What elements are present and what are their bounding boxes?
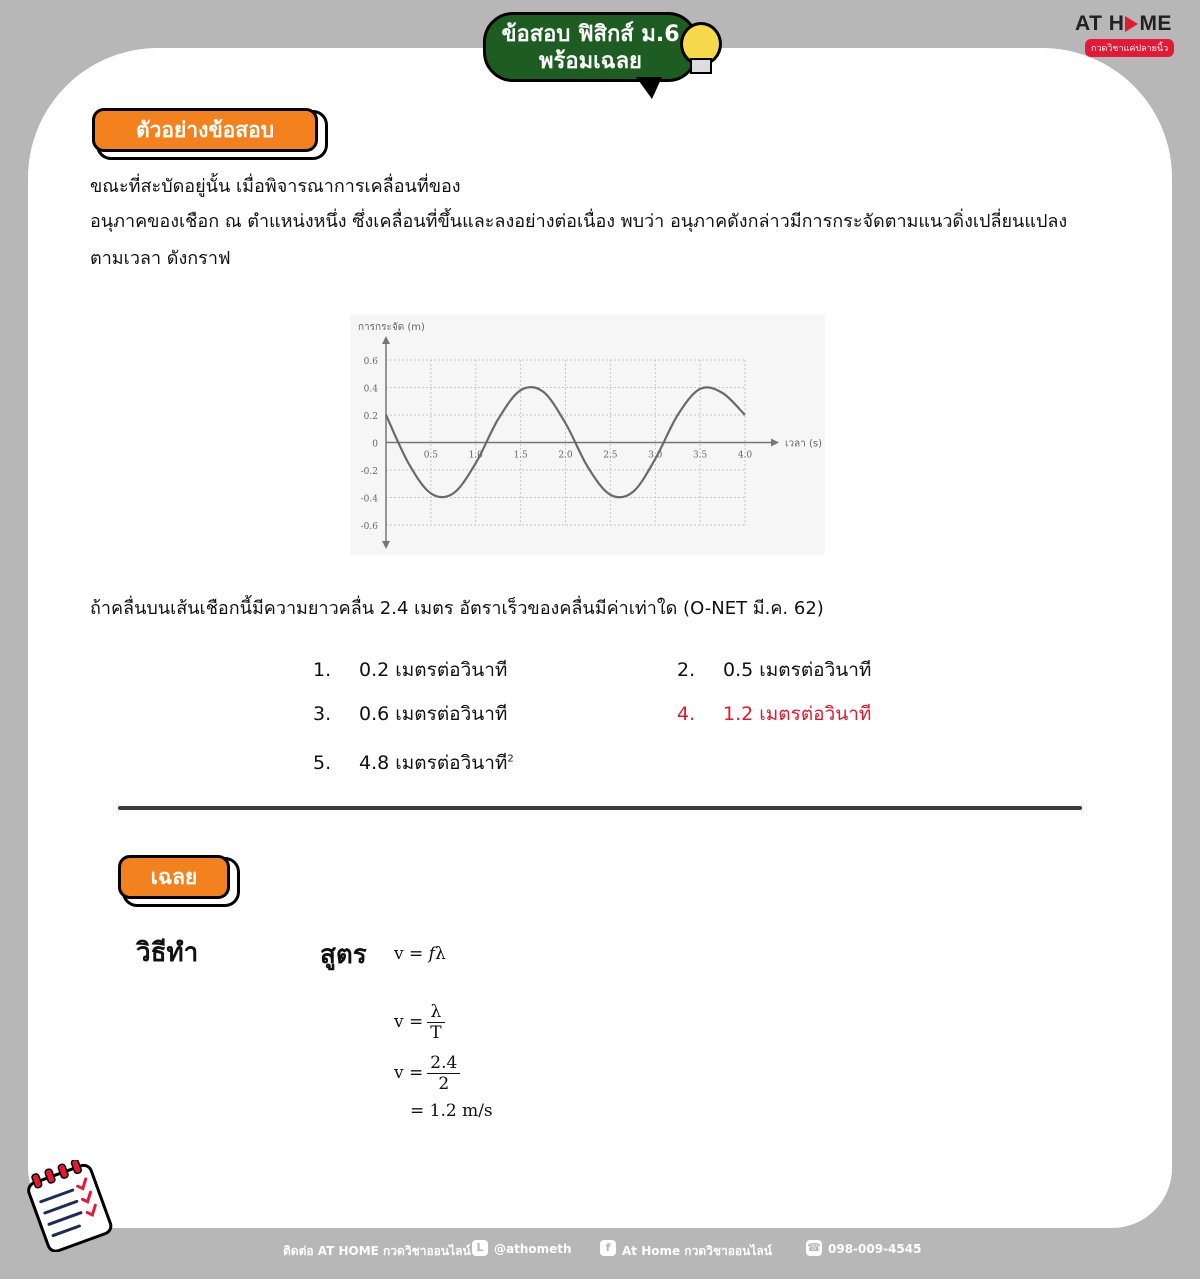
x-tick-label: 4.0 (737, 450, 753, 461)
equation-2: v = $\frac{\lambda}{T}$ (394, 1002, 445, 1043)
y-tick-label: -0.4 (360, 494, 378, 505)
question-line: ตามเวลา ดังกราฟ (90, 248, 231, 269)
option-2[interactable]: 2. 0.5 เมตรต่อวินาที (677, 659, 872, 681)
example-badge: ตัวอย่างข้อสอบ (92, 108, 318, 152)
x-tick-label: 1.5 (513, 450, 528, 461)
y-tick-label: 0.4 (363, 384, 378, 395)
play-icon (1125, 16, 1138, 32)
question-text: ถ้าคลื่นบนเส้นเชือกนี้มีความยาวคลื่น 2.4 เมตร อัตราเร็วของคลื่นมีค่าเท่าใด (O-NET มี.ค. 62) (90, 598, 824, 619)
question-line: ขณะที่สะบัดอยู่นั้น เมื่อพิจารณาการเคลื่อนที่ของ (90, 176, 461, 197)
x-tick-label: 0.5 (423, 450, 439, 461)
option-1[interactable]: 1. 0.2 เมตรต่อวินาที (313, 659, 508, 681)
footer-line-id[interactable]: @athometh (494, 1242, 572, 1256)
y-tick-label: 0 (372, 439, 378, 450)
y-tick-label: 0.2 (363, 412, 378, 422)
x-tick-label: 1.0 (468, 450, 483, 461)
y-axis-label: การกระจัด (m) (358, 322, 425, 333)
title-speech-bubble (483, 12, 698, 82)
y-tick-label: -0.2 (360, 467, 378, 477)
y-axis-arrow-up (382, 336, 390, 344)
page-subtitle: พร้อมเฉลย (539, 49, 642, 74)
lightbulb-base (690, 58, 712, 74)
section-divider (118, 806, 1082, 810)
x-axis-label: เวลา (s) (785, 438, 822, 450)
phone-icon: ☎ (807, 1241, 821, 1254)
brand-slogan: กวดวิชาแค่ปลายนิ้ว (1085, 39, 1174, 57)
x-tick-label: 2.0 (558, 450, 573, 461)
x-tick-label: 3.5 (692, 450, 708, 461)
line-icon: L (472, 1240, 488, 1256)
notebook-icon (22, 1160, 118, 1252)
footer-contact: ติดต่อ AT HOME กวดวิชาออนไลน์ (283, 1244, 471, 1258)
answer-badge: เฉลย (118, 855, 230, 899)
footer-bar (0, 1240, 1200, 1262)
method-label: วิธีทำ (136, 938, 199, 968)
option-3[interactable]: 3. 0.6 เมตรต่อวินาที (313, 703, 508, 725)
equation-4: = 1.2 m/s (410, 1101, 493, 1121)
brand-name: AT H ME (1075, 12, 1172, 35)
question-line: อนุภาคของเชือก ณ ตำแหน่งหนึ่ง ซึ่งเคลื่อนที่ขึ้นและลงอย่างต่อเนื่อง พบว่า อนุภาคดังกล่าวมีการกระจัดตามแนวดิ่งเปลี่ยนแปลง (90, 211, 1068, 232)
x-axis-arrow (771, 439, 779, 447)
y-axis-arrow-down (382, 541, 390, 549)
option-4-correct[interactable]: 4. 1.2 เมตรต่อวินาที (677, 703, 872, 725)
x-tick-label: 2.5 (603, 450, 618, 461)
facebook-icon: f (600, 1240, 616, 1256)
displacement-time-chart (350, 315, 825, 555)
chart-svg (350, 315, 825, 555)
brand-logo (1075, 12, 1185, 62)
y-tick-label: -0.6 (360, 522, 378, 532)
footer-facebook[interactable]: At Home กวดวิชาออนไลน์ (622, 1244, 772, 1258)
equation-3: v = $\frac{2.4}{2}$ (394, 1053, 460, 1094)
y-tick-label: 0.6 (363, 357, 378, 367)
option-5[interactable]: 5. 4.8 เมตรต่อวินาที$^2$ (313, 752, 514, 774)
page-title: ข้อสอบ ฟิสิกส์ ม.6 (501, 22, 680, 47)
speech-bubble-tail (636, 77, 662, 99)
x-tick-label: 3.0 (648, 450, 663, 461)
footer-phone[interactable]: 098-009-4545 (828, 1242, 922, 1256)
equation-1: v = 𝑓λ (394, 944, 446, 964)
formula-label: สูตร (320, 940, 367, 970)
